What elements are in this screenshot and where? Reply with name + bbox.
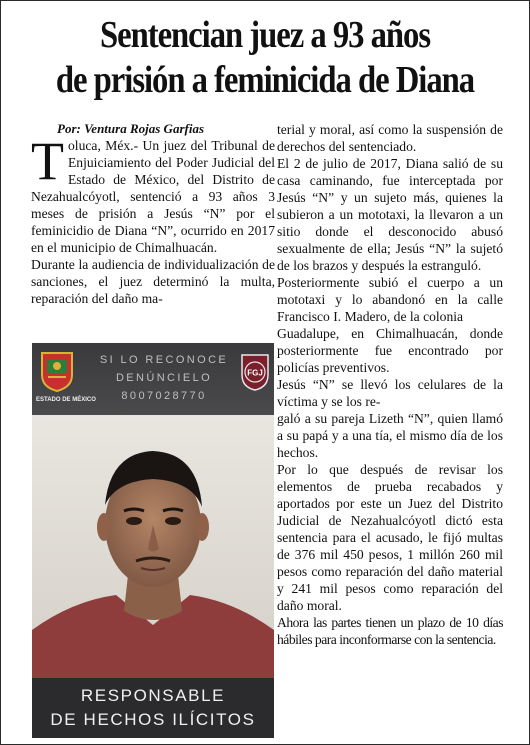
- right-column: [277, 121, 503, 648]
- mugshot-photo: [32, 415, 274, 678]
- photo-banner: [32, 343, 274, 415]
- right-paragraph-3a: Jesús “N” se llevó los celulares de la víctima y se los re-: [277, 377, 503, 409]
- photo-caption: [32, 678, 274, 738]
- banner-line-2: DENÚNCIELO: [115, 372, 213, 384]
- left-paragraph-1-text: oluca, Méx.- Un juez del Tribunal de Enjuiciamiento del Poder Judicial del Estado de México, del Distrito de Nezahualcóyotl, sentenció a 93 años 3 meses de prisión a Jesús “N” por el feminicidio de Diana “N”, ocurrido en 2017 en el municipio de Chimalhuacán.: [31, 138, 275, 255]
- caption-line-1: RESPONSABLE: [80, 686, 226, 705]
- caption-line-2: DE HECHOS ILÍCITOS: [50, 710, 256, 729]
- headline: [50, 13, 480, 103]
- fgj-logo-text: FGJ: [247, 368, 263, 378]
- banner-phone: 8007028770: [121, 390, 207, 402]
- banner-text: [94, 351, 234, 405]
- right-paragraph-2b: Guadalupe, en Chimalhuacán, donde posteriormente fue encontrado por policías preventivos.: [277, 326, 503, 375]
- headline-line-1: Sentencian juez a 93 años: [99, 14, 431, 56]
- banner-line-1: SI LO RECONOCE: [99, 354, 229, 366]
- left-paragraph-2: Durante la audiencia de individualización de sanciones, el juez determinó la multa, reparación del daño ma-: [31, 257, 275, 306]
- left-column: [31, 131, 275, 307]
- right-paragraph-3b: galó a su pareja Lizeth “N”, quien llamó a su papá y a una tía, el mismo día de los hechos.: [277, 411, 503, 460]
- left-paragraph-1: [31, 131, 275, 256]
- byline: Por: Ventura Rojas Garfias: [57, 121, 204, 136]
- right-paragraph-4: Por lo que después de revisar los elementos de prueba recabados y aportados por este un Juez del Distrito Judicial de Nezahualcóyotl dictó esta sentencia para el acusado, le fijó multas de 376 mil 450 pesos, 1 millón 260 mil pesos como reparación del daño material y 241 mil pesos como reparación del daño moral.: [277, 462, 503, 613]
- drop-cap: T: [31, 131, 64, 191]
- headline-line-2: de prisión a feminicida de Diana: [55, 59, 475, 101]
- estado-de-mexico-label: ESTADO DE MÉXICO: [36, 397, 96, 403]
- estado-de-mexico-logo: [38, 349, 76, 393]
- right-paragraph-0: terial y moral, así como la suspensión de derechos del sentenciado.: [277, 122, 503, 154]
- right-paragraph-1: El 2 de julio de 2017, Diana salió de su casa caminando, fue interceptada por Jesús “N” y un sujeto más, quienes la subieron a un mototaxi, la llevaron a un sitio donde el desconocido abusó sexualmente de ella; Jesús “N” la sujetó de los brazos y después la estranguló.: [277, 156, 503, 273]
- right-paragraph-2a: Posteriormente subió el cuerpo a un mototaxi y lo abandonó en la calle Francisco I. Madero, de la colonia: [277, 275, 503, 324]
- wanted-poster-photo: [32, 343, 274, 738]
- fgj-logo: [240, 353, 270, 391]
- right-paragraph-5: Ahora las partes tienen un plazo de 10 días hábiles para inconformarse con la sentencia.: [277, 615, 503, 647]
